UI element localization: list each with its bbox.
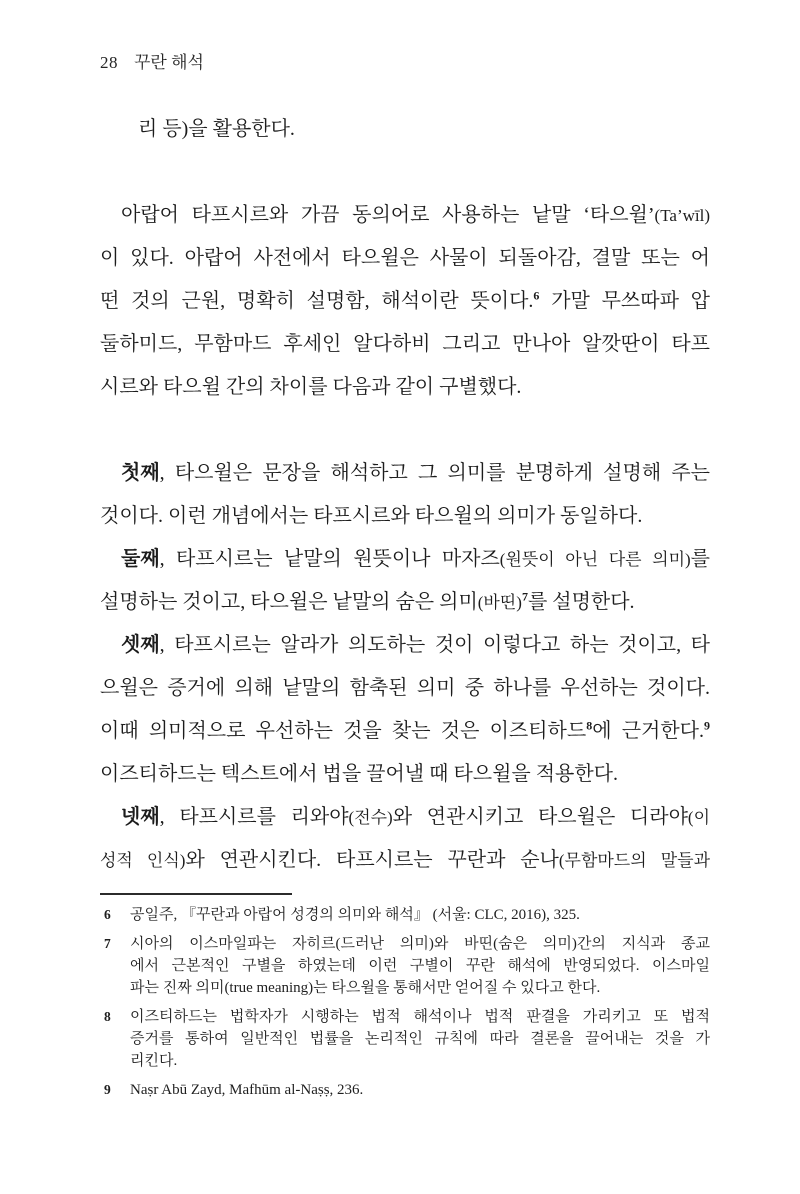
text-segment: , 타으윌은 문장을 해석하고 그 의미를 분명하게 설명해 주는 — [159, 462, 710, 484]
text-segment: 둘하미드, 무함마드 후세인 알다하비 그리고 만나아 알깟딴이 타프 — [100, 333, 710, 355]
text-line — [130, 977, 710, 999]
footnote-8 — [100, 1006, 710, 1072]
footnotes-section — [100, 893, 710, 1108]
text-segment: 설명하는 것이고, 타으윌은 낱말의 숨은 의미 — [100, 591, 478, 613]
text-segment: , 타프시르를 리와야 — [159, 806, 349, 828]
paragraph-fourth-point — [100, 796, 710, 882]
text-segment: 첫째 — [121, 462, 160, 484]
text-segment: 셋째 — [121, 634, 160, 656]
text-segment: 시아의 이스마일파는 자히르(드러난 의미)와 바띤(숨은 의미)간의 지식과 종교 — [130, 936, 710, 952]
paragraph-second-point — [100, 538, 710, 624]
text-line — [130, 1028, 710, 1050]
text-segment: (원뜻이 아닌 다른 의미) — [499, 550, 691, 569]
page-number: 28 — [100, 53, 118, 72]
text-segment: 이 있다. 아랍어 사전에서 타으윌은 사물이 되돌아감, 결말 또는 어 — [100, 247, 710, 269]
text-segment: 에서 근본적인 구별을 하였는데 이런 구별이 꾸란 해석에 반영되었다. 이스마일 — [130, 958, 710, 974]
text-line — [130, 904, 710, 926]
text-segment: (무함마드의 말들과 — [558, 851, 710, 870]
footnote-number: 6 — [104, 907, 111, 922]
running-head — [100, 52, 204, 74]
text-segment: 것이다. 이런 개념에서는 타프시르와 타으윌의 의미가 동일하다. — [100, 505, 643, 527]
text-line — [100, 538, 710, 581]
text-segment: 증거를 통하여 일반적인 법률을 논리적인 규칙에 따라 결론을 끌어내는 것을 가 — [130, 1031, 710, 1047]
footnote-rule — [100, 893, 292, 895]
body-text — [100, 108, 710, 882]
text-line — [100, 667, 710, 710]
text-line — [100, 581, 710, 624]
footnote-list — [100, 904, 710, 1101]
text-line — [100, 194, 710, 237]
footnote-number: 7 — [104, 936, 111, 951]
text-segment: , 타프시르는 낱말의 원뜻이나 마자즈 — [159, 548, 500, 570]
text-line — [100, 323, 710, 366]
footnote-9 — [100, 1079, 710, 1101]
text-segment: 리킨다. — [130, 1053, 178, 1069]
footnote-marker: 9 — [704, 718, 710, 733]
text-segment: 가말 무쓰따파 압 — [539, 290, 710, 312]
footnote-marker: 6 — [533, 288, 540, 303]
text-line — [100, 108, 710, 151]
text-line — [130, 1050, 710, 1072]
text-line — [100, 366, 710, 409]
text-segment: (이 — [687, 808, 710, 827]
text-line — [100, 237, 710, 280]
text-segment: 를 설명한다. — [527, 591, 635, 613]
text-segment: 와 연관시킨다. 타프시르는 꾸란과 순나 — [185, 849, 559, 871]
footnote-text — [130, 1006, 710, 1072]
paragraph-third-point — [100, 624, 710, 796]
text-line — [130, 1006, 710, 1028]
text-line — [130, 955, 710, 977]
text-line — [100, 495, 710, 538]
text-segment: 둘째 — [121, 548, 160, 570]
text-segment: 아랍어 타프시르와 가끔 동의어로 사용하는 낱말 ‘타으윌’ — [121, 204, 655, 226]
text-line — [100, 796, 710, 839]
text-segment: 공일주, 『꾸란과 아랍어 성경의 의미와 해석』 (서울: CLC, 2016), 325. — [130, 907, 580, 923]
footnote-text — [130, 904, 710, 926]
text-segment: 넷째 — [121, 806, 160, 828]
text-segment: 이때 의미적으로 우선하는 것을 찾는 것은 이즈티하드 — [100, 720, 587, 742]
footnote-number: 9 — [104, 1082, 111, 1097]
footnote-7 — [100, 933, 710, 999]
paragraph-first-point — [100, 452, 710, 538]
text-line — [100, 710, 710, 753]
footnote-marker: 7 — [521, 589, 528, 604]
text-segment: 성적 인식) — [100, 851, 186, 870]
text-line — [100, 280, 710, 323]
paragraph-tawil-intro — [100, 194, 710, 409]
text-segment: , 타프시르는 알라가 의도하는 것이 이렇다고 하는 것이고, 타 — [159, 634, 710, 656]
footnote-text — [130, 1079, 710, 1101]
text-line — [130, 1079, 710, 1101]
text-segment: (Ta’wīl) — [654, 206, 710, 225]
text-line — [100, 839, 710, 882]
text-segment: 에 근거한다. — [592, 720, 704, 742]
running-head-title: 꾸란 해석 — [134, 53, 204, 72]
text-segment: (바띤) — [477, 593, 522, 612]
text-line — [100, 753, 710, 796]
text-segment: 리 등)을 활용한다. — [138, 118, 295, 140]
text-segment: 으윌은 증거에 의해 낱말의 함축된 의미 중 하나를 우선하는 것이다. — [100, 677, 710, 699]
footnote-marker: 8 — [586, 718, 593, 733]
text-segment: (전수) — [348, 808, 393, 827]
footnote-number: 8 — [104, 1009, 111, 1024]
text-line — [130, 933, 710, 955]
text-line — [100, 624, 710, 667]
footnote-text — [130, 933, 710, 999]
footnote-6 — [100, 904, 710, 926]
paragraph-continuation — [100, 108, 710, 151]
text-segment: 떤 것의 근원, 명확히 설명함, 해석이란 뜻이다. — [100, 290, 534, 312]
text-segment: 이즈티하드는 법학자가 시행하는 법적 해석이나 법적 판결을 가리키고 또 법적 — [130, 1009, 710, 1025]
text-segment: 이즈티하드는 텍스트에서 법을 끌어낼 때 타으윌을 적용한다. — [100, 763, 618, 785]
text-segment: 를 — [690, 548, 710, 570]
text-line — [100, 452, 710, 495]
text-segment: 파는 진짜 의미(true meaning)는 타으윌을 통해서만 얻어질 수 있다고 한다. — [130, 980, 601, 996]
text-segment: Naṣr Abū Zayd, Mafhūm al-Naṣṣ, 236. — [130, 1082, 364, 1098]
text-segment: 와 연관시키고 타으윌은 디라야 — [392, 806, 688, 828]
text-segment: 시르와 타으윌 간의 차이를 다음과 같이 구별했다. — [100, 376, 522, 398]
